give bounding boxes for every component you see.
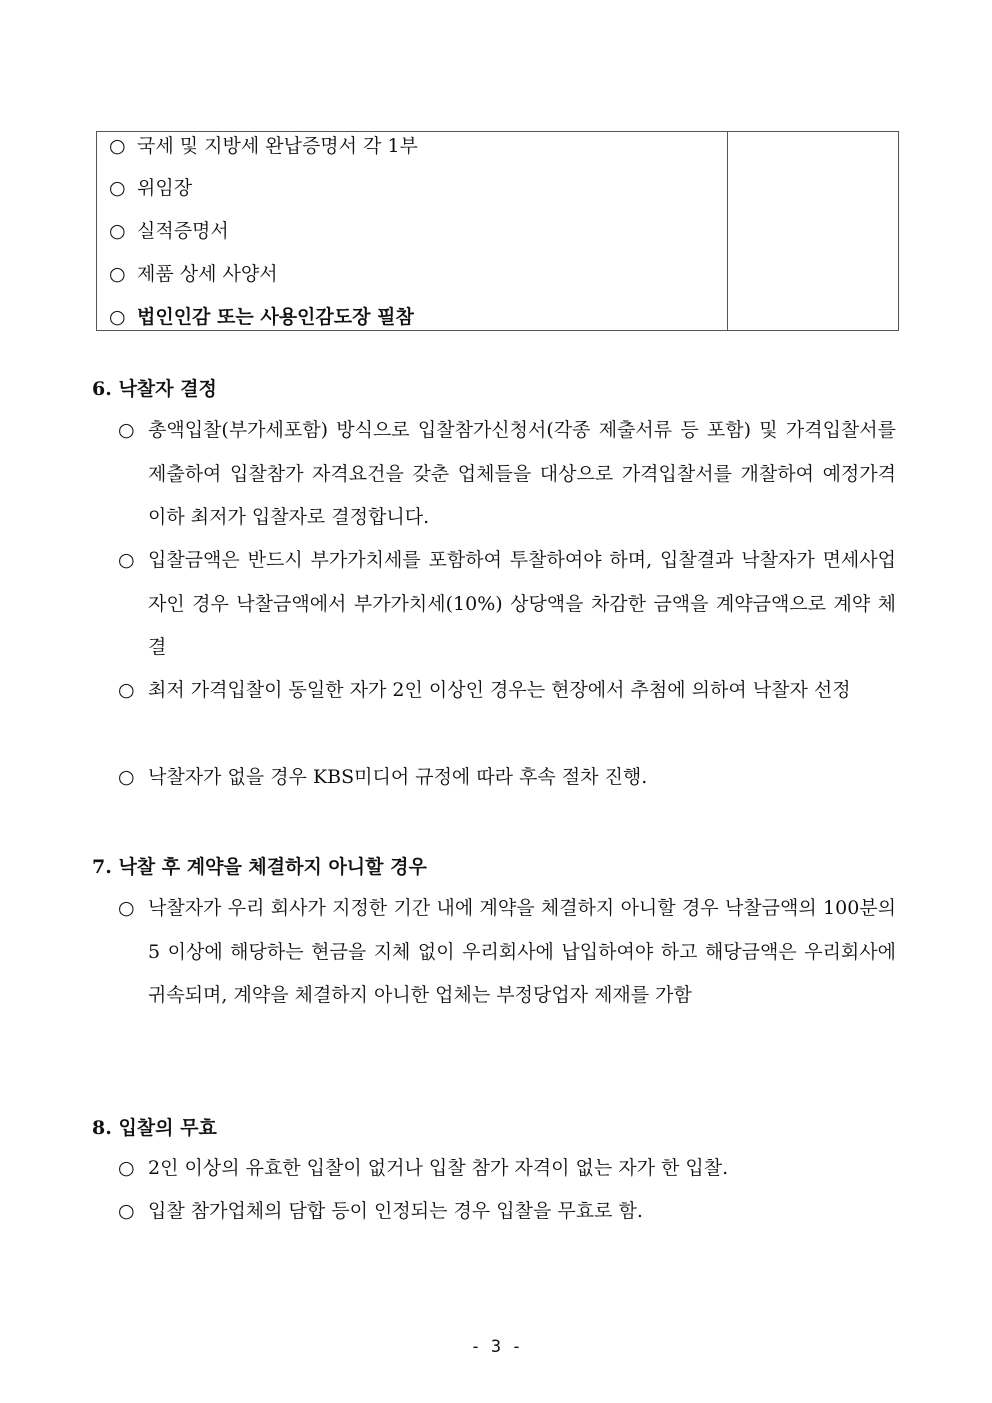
circle-bullet-icon: ○	[118, 1200, 135, 1222]
requirement-text: 국세 및 지방세 완납증명서 각 1부	[137, 135, 418, 157]
circle-bullet-icon: ○	[109, 306, 126, 328]
empty-cell	[728, 132, 898, 330]
bullet-text: 입찰 참가업체의 담합 등이 인정되는 경우 입찰을 무효로 함.	[148, 1200, 643, 1222]
bullet-text: 최저 가격입찰이 동일한 자가 2인 이상인 경우는 현장에서 추첨에 의하여 낙찰자 선정	[148, 679, 851, 701]
requirement-item	[109, 134, 418, 158]
circle-bullet-icon: ○	[118, 766, 135, 788]
circle-bullet-icon: ○	[118, 419, 135, 441]
section-bullet	[118, 409, 896, 540]
section-heading: 6. 낙찰자 결정	[92, 378, 217, 400]
section-heading: 8. 입찰의 무효	[92, 1117, 217, 1139]
section-bullet	[118, 1147, 896, 1191]
bullet-text: 입찰금액은 반드시 부가가치세를 포함하여 투찰하여야 하며, 입찰결과 낙찰자가 면세사업자인 경우 낙찰금액에서 부가가치세(10%) 상당액을 차감한 금액을 계약금액으로 계약 체결	[148, 549, 896, 658]
requirement-item	[109, 262, 278, 286]
circle-bullet-icon: ○	[109, 220, 126, 242]
circle-bullet-icon: ○	[118, 1157, 135, 1179]
section-heading: 7. 낙찰 후 계약을 체결하지 아니할 경우	[92, 856, 427, 878]
circle-bullet-icon: ○	[109, 135, 126, 157]
circle-bullet-icon: ○	[118, 897, 135, 919]
page-number: - 3 -	[470, 1337, 522, 1357]
circle-bullet-icon: ○	[118, 549, 135, 571]
section-bullet	[118, 887, 896, 1018]
requirement-item	[109, 176, 192, 200]
bullet-text: 총액입찰(부가세포함) 방식으로 입찰참가신청서(각종 제출서류 등 포함) 및 가격입찰서를 제출하여 입찰참가 자격요건을 갖춘 업체들을 대상으로 가격입찰서를 개찰하여 예정가격 이하 최저가 입찰자로 결정합니다.	[148, 419, 896, 528]
requirement-text: 법인인감 또는 사용인감도장 필참	[137, 306, 414, 328]
requirements-table	[96, 131, 899, 331]
circle-bullet-icon: ○	[109, 263, 126, 285]
section-bullet	[118, 669, 896, 713]
bullet-text: 2인 이상의 유효한 입찰이 없거나 입찰 참가 자격이 없는 자가 한 입찰.	[148, 1157, 729, 1179]
section-bullet	[118, 756, 896, 800]
requirement-text: 제품 상세 사양서	[137, 263, 278, 285]
circle-bullet-icon: ○	[109, 177, 126, 199]
requirements-list-cell	[97, 132, 728, 330]
requirement-item	[109, 219, 229, 243]
requirement-text: 위임장	[137, 177, 193, 199]
requirement-text: 실적증명서	[137, 220, 229, 242]
section-bullet	[118, 539, 896, 670]
section-bullet	[118, 1190, 896, 1234]
circle-bullet-icon: ○	[118, 679, 135, 701]
bullet-text: 낙찰자가 우리 회사가 지정한 기간 내에 계약을 체결하지 아니할 경우 낙찰금액의 100분의 5 이상에 해당하는 현금을 지체 없이 우리회사에 납입하여야 하고 해당금액은 우리회사에 귀속되며, 계약을 체결하지 아니한 업체는 부정당업자 제재를 가함	[148, 897, 896, 1006]
requirement-item	[109, 305, 414, 329]
bullet-text: 낙찰자가 없을 경우 KBS미디어 규정에 따라 후속 절차 진행.	[148, 766, 648, 788]
